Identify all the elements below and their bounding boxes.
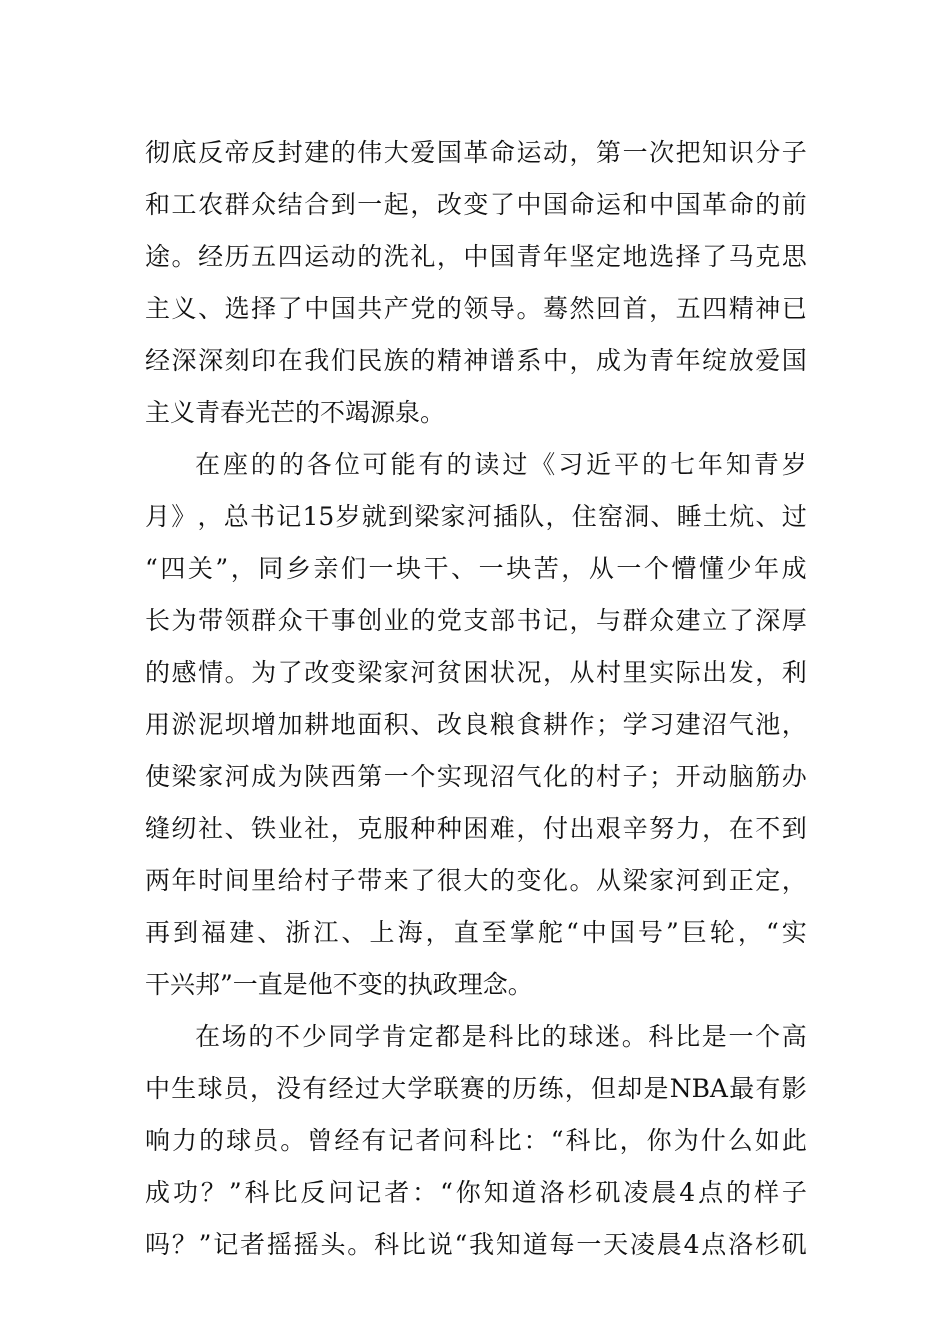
paragraph-1 <box>145 127 807 439</box>
paragraph-line: 用 淤 泥 坝 增 加 耕 地 面 积 、 改 良 粮 食 耕 作 ； 学 习 建 沼 气 池 ， <box>145 710 807 739</box>
paragraph-line: 响 力 的 球 员 。 曾 经 有 记 者 问 科 比 ： “ 科 比 ， 你 为 什 么 如 此 <box>145 1126 807 1155</box>
paragraph-line: 主 义 、 选 择 了 中 国 共 产 党 的 领 导 。 蓦 然 回 首 ， 五 四 精 神 已 <box>145 294 807 323</box>
paragraph-line: 彻 底 反 帝 反 封 建 的 伟 大 爱 国 革 命 运 动 ， 第 一 次 把 知 识 分 子 <box>145 138 807 167</box>
paragraph-line: 使 梁 家 河 成 为 陕 西 第 一 个 实 现 沼 气 化 的 村 子 ； 开 动 脑 筋 办 <box>145 762 807 791</box>
paragraph-line: 经 深 深 刻 印 在 我 们 民 族 的 精 神 谱 系 中 ， 成 为 青 年 绽 放 爱 国 <box>145 346 807 375</box>
paragraph-line: 吗 ？ ” 记 者 摇 摇 头 。 科 比 说 “ 我 知 道 每 一 天 凌 晨 4 点 洛 杉 矶 <box>145 1230 807 1259</box>
paragraph-line: 两 年 时 间 里 给 村 子 带 来 了 很 大 的 变 化 。 从 梁 家 河 到 正 定 ， <box>145 866 807 895</box>
body-text <box>145 127 807 1271</box>
paragraph-line: 和 工 农 群 众 结 合 到 一 起 ， 改 变 了 中 国 命 运 和 中 国 革 命 的 前 <box>145 190 807 219</box>
paragraph-line: 的 感 情 。 为 了 改 变 梁 家 河 贫 困 状 况 ， 从 村 里 实 际 出 发 ， 利 <box>145 658 807 687</box>
paragraph-line: 月 》 ， 总 书 记 15 岁 就 到 梁 家 河 插 队 ， 住 窑 洞 、 睡 土 炕 、 过 <box>145 502 807 531</box>
paragraph-line: 中 生 球 员 ， 没 有 经 过 大 学 联 赛 的 历 练 ， 但 却 是 NBA 最 有 影 <box>145 1074 807 1103</box>
paragraph-line: 干兴邦”一直是他不变的执政理念。 <box>145 970 533 999</box>
paragraph-line: 成 功 ？ ” 科 比 反 问 记 者 ： “ 你 知 道 洛 杉 矶 凌 晨 4 点 的 样 子 <box>145 1178 807 1207</box>
paragraph-line: 缝 纫 社 、 铁 业 社 ， 克 服 种 种 困 难 ， 付 出 艰 辛 努 力 ， 在 不 到 <box>145 814 807 843</box>
paragraph-line: “ 四 关 ” ， 同 乡 亲 们 一 块 干 、 一 块 苦 ， 从 一 个 懵 懂 少 年 成 <box>145 554 807 583</box>
paragraph-line: 途 。 经 历 五 四 运 动 的 洗 礼 ， 中 国 青 年 坚 定 地 选 择 了 马 克 思 <box>145 242 807 271</box>
paragraph-line: 长 为 带 领 群 众 干 事 创 业 的 党 支 部 书 记 ， 与 群 众 建 立 了 深 厚 <box>145 606 807 635</box>
paragraph-2 <box>145 439 807 1011</box>
paragraph-3 <box>145 1011 807 1271</box>
paragraph-line: 在 座 的 的 各 位 可 能 有 的 读 过 《 习 近 平 的 七 年 知 青 岁 <box>195 450 807 479</box>
paragraph-line: 主义青春光芒的不竭源泉。 <box>145 398 446 427</box>
paragraph-line: 再 到 福 建 、 浙 江 、 上 海 ， 直 至 掌 舵 “ 中 国 号 ” 巨 轮 ， “ 实 <box>145 918 807 947</box>
paragraph-line: 在 场 的 不 少 同 学 肯 定 都 是 科 比 的 球 迷 。 科 比 是 一 个 高 <box>195 1022 807 1051</box>
